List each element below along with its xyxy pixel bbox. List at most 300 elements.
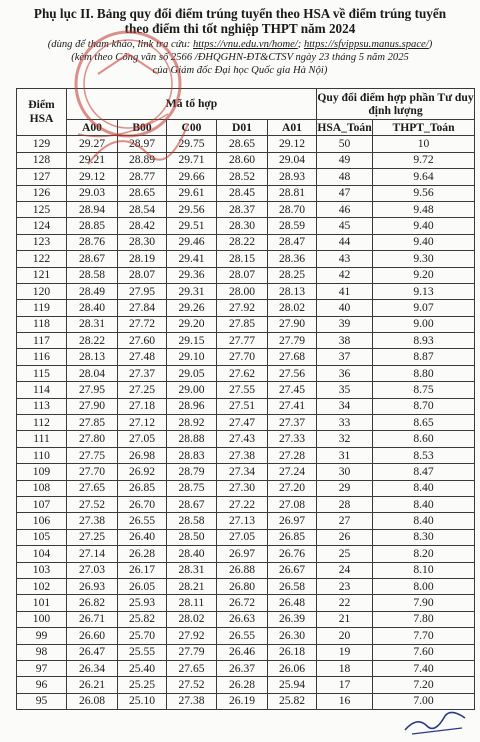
table-row [17, 201, 475, 217]
table-row [17, 660, 475, 676]
table-cell: 43 [317, 251, 373, 267]
table-cell: 26.85 [118, 480, 167, 496]
table-cell: 127 [17, 169, 67, 185]
table-cell: 119 [17, 300, 67, 316]
table-cell: 10 [373, 136, 475, 152]
table-row [17, 382, 475, 398]
table-cell: 42 [317, 267, 373, 283]
table-cell: 27.38 [67, 513, 118, 529]
table-cell: 9.40 [373, 234, 475, 250]
table-cell: 27.95 [67, 382, 118, 398]
table-cell: 27.48 [118, 349, 167, 365]
table-cell: 28.92 [167, 415, 217, 431]
table-cell: 26.70 [118, 496, 167, 512]
hsa-score-header: Điểm HSA [17, 89, 67, 136]
table-cell: 19 [317, 644, 373, 660]
table-cell: 28.13 [268, 283, 317, 299]
table-row [17, 283, 475, 299]
table-cell: 116 [17, 349, 67, 365]
table-cell: 28.47 [268, 234, 317, 250]
table-cell: 20 [317, 628, 373, 644]
table-cell: 7.80 [373, 611, 475, 627]
table-row [17, 365, 475, 381]
table-cell: 29.03 [67, 185, 118, 201]
table-cell: 28.19 [118, 251, 167, 267]
table-cell: 29.21 [67, 152, 118, 168]
reference-note [0, 38, 480, 77]
table-cell: 122 [17, 251, 67, 267]
col-header-a01: A01 [268, 120, 317, 136]
table-cell: 7.70 [373, 628, 475, 644]
table-cell: 9.56 [373, 185, 475, 201]
table-cell: 26.98 [118, 447, 167, 463]
table-cell: 27.79 [268, 333, 317, 349]
table-cell: 27.51 [217, 398, 268, 414]
col-header-d01: D01 [217, 120, 268, 136]
table-cell: 28.21 [167, 578, 217, 594]
table-cell: 28.07 [118, 267, 167, 283]
table-cell: 28.02 [167, 611, 217, 627]
col-header-hsa-math: HSA_Toán [317, 120, 373, 136]
table-cell: 27.77 [217, 333, 268, 349]
table-cell: 29.12 [268, 136, 317, 152]
table-cell: 27.60 [118, 333, 167, 349]
table-cell: 99 [17, 628, 67, 644]
table-cell: 27.62 [217, 365, 268, 381]
table-cell: 29.04 [268, 152, 317, 168]
table-cell: 28.81 [268, 185, 317, 201]
table-cell: 128 [17, 152, 67, 168]
table-cell: 27.72 [118, 316, 167, 332]
table-cell: 26.19 [217, 693, 268, 709]
table-cell: 29.56 [167, 201, 217, 217]
table-row [17, 349, 475, 365]
table-cell: 28.15 [217, 251, 268, 267]
table-cell: 29.51 [167, 218, 217, 234]
table-cell: 27.38 [167, 693, 217, 709]
attachment-line-2: của Giám đốc Đại học Quốc gia Hà Nội) [152, 65, 328, 76]
table-cell: 26.17 [118, 562, 167, 578]
table-cell: 27.47 [217, 415, 268, 431]
table-row [17, 152, 475, 168]
table-cell: 28.83 [167, 447, 217, 463]
table-cell: 27.05 [118, 431, 167, 447]
table-cell: 8.70 [373, 398, 475, 414]
table-cell: 26.63 [217, 611, 268, 627]
table-cell: 26.05 [118, 578, 167, 594]
table-cell: 27.70 [217, 349, 268, 365]
table-row [17, 333, 475, 349]
reference-links-line [0, 38, 480, 51]
table-body [17, 136, 475, 710]
col-header-b00: B00 [118, 120, 167, 136]
table-cell: 29.27 [67, 136, 118, 152]
table-cell: 35 [317, 382, 373, 398]
table-cell: 27.80 [67, 431, 118, 447]
table-cell: 28.30 [217, 218, 268, 234]
table-cell: 108 [17, 480, 67, 496]
table-cell: 114 [17, 382, 67, 398]
table-cell: 28.22 [217, 234, 268, 250]
table-cell: 98 [17, 644, 67, 660]
table-cell: 27.45 [268, 382, 317, 398]
table-cell: 7.90 [373, 595, 475, 611]
table-cell: 29.10 [167, 349, 217, 365]
table-cell: 26 [317, 529, 373, 545]
table-cell: 27.33 [268, 431, 317, 447]
table-cell: 28.88 [167, 431, 217, 447]
table-cell: 27.92 [167, 628, 217, 644]
table-cell: 110 [17, 447, 67, 463]
table-cell: 8.60 [373, 431, 475, 447]
table-cell: 28.94 [67, 201, 118, 217]
table-cell: 27.14 [67, 546, 118, 562]
table-cell: 26.08 [67, 693, 118, 709]
table-cell: 9.30 [373, 251, 475, 267]
table-cell: 28.11 [167, 595, 217, 611]
table-cell: 129 [17, 136, 67, 152]
table-cell: 28 [317, 496, 373, 512]
table-cell: 102 [17, 578, 67, 594]
table-row [17, 169, 475, 185]
table-cell: 44 [317, 234, 373, 250]
table-cell: 28.07 [217, 267, 268, 283]
table-row [17, 562, 475, 578]
lookup-link[interactable]: https://sfvippsu.manus.space/ [303, 39, 429, 50]
table-cell: 49 [317, 152, 373, 168]
table-cell: 8.47 [373, 464, 475, 480]
table-cell: 105 [17, 529, 67, 545]
table-cell: 27.25 [67, 529, 118, 545]
table-cell: 118 [17, 316, 67, 332]
table-cell: 29.71 [167, 152, 217, 168]
table-row [17, 300, 475, 316]
table-cell: 27.24 [268, 464, 317, 480]
table-cell: 26.06 [268, 660, 317, 676]
table-cell: 28.52 [217, 169, 268, 185]
table-cell: 38 [317, 333, 373, 349]
table-cell: 27.37 [268, 415, 317, 431]
table-cell: 27.52 [67, 496, 118, 512]
table-cell: 25.82 [118, 611, 167, 627]
table-cell: 28.02 [268, 300, 317, 316]
table-cell: 27.30 [217, 480, 268, 496]
table-cell: 26.72 [217, 595, 268, 611]
table-row [17, 513, 475, 529]
table-cell: 27.37 [118, 365, 167, 381]
table-cell: 26.88 [217, 562, 268, 578]
table-cell: 8.93 [373, 333, 475, 349]
table-cell: 29.12 [67, 169, 118, 185]
table-cell: 27.90 [67, 398, 118, 414]
table-cell: 18 [317, 660, 373, 676]
table-row [17, 644, 475, 660]
table-cell: 29.75 [167, 136, 217, 152]
table-cell: 28.97 [118, 136, 167, 152]
table-cell: 28.49 [67, 283, 118, 299]
table-row [17, 185, 475, 201]
table-cell: 97 [17, 660, 67, 676]
note-separator: ; [297, 39, 304, 50]
table-cell: 27.41 [268, 398, 317, 414]
table-cell: 41 [317, 283, 373, 299]
table-cell: 25.55 [118, 644, 167, 660]
equivalence-header: Quy đổi điểm hợp phần Tư duy định lượng [317, 89, 475, 120]
table-cell: 28.58 [167, 513, 217, 529]
table-cell: 16 [317, 693, 373, 709]
table-cell: 28.00 [217, 283, 268, 299]
note-suffix: ) [428, 39, 433, 50]
table-row [17, 628, 475, 644]
table-cell: 28.70 [268, 201, 317, 217]
table-cell: 26.55 [217, 628, 268, 644]
col-header-thpt-math: THPT_Toán [373, 120, 475, 136]
table-cell: 29.31 [167, 283, 217, 299]
table-cell: 27.18 [118, 398, 167, 414]
table-cell: 9.07 [373, 300, 475, 316]
table-cell: 47 [317, 185, 373, 201]
table-cell: 27.34 [217, 464, 268, 480]
table-cell: 112 [17, 415, 67, 431]
table-cell: 27.56 [268, 365, 317, 381]
table-cell: 27.38 [217, 447, 268, 463]
table-cell: 27.75 [67, 447, 118, 463]
table-cell: 27.22 [217, 496, 268, 512]
signature-mark [400, 708, 470, 738]
table-cell: 120 [17, 283, 67, 299]
table-cell: 9.40 [373, 218, 475, 234]
table-cell: 29.00 [167, 382, 217, 398]
table-cell: 28.37 [217, 201, 268, 217]
table-cell: 28.31 [167, 562, 217, 578]
table-cell: 36 [317, 365, 373, 381]
table-cell: 124 [17, 218, 67, 234]
table-cell: 27.90 [268, 316, 317, 332]
table-cell: 25.94 [268, 677, 317, 693]
table-cell: 28.79 [167, 464, 217, 480]
table-cell: 7.20 [373, 677, 475, 693]
table-cell: 126 [17, 185, 67, 201]
table-cell: 106 [17, 513, 67, 529]
table-cell: 26.34 [67, 660, 118, 676]
table-cell: 27.79 [167, 644, 217, 660]
table-cell: 9.00 [373, 316, 475, 332]
table-row [17, 611, 475, 627]
table-row [17, 693, 475, 709]
table-cell: 40 [317, 300, 373, 316]
table-row [17, 447, 475, 463]
table-cell: 26.40 [118, 529, 167, 545]
table-cell: 28.77 [118, 169, 167, 185]
table-cell: 26.60 [67, 628, 118, 644]
table-cell: 22 [317, 595, 373, 611]
table-cell: 95 [17, 693, 67, 709]
table-row [17, 496, 475, 512]
table-cell: 26.18 [268, 644, 317, 660]
table-cell: 29.41 [167, 251, 217, 267]
table-cell: 28.67 [67, 251, 118, 267]
table-cell: 9.72 [373, 152, 475, 168]
table-row [17, 251, 475, 267]
table-cell: 8.00 [373, 578, 475, 594]
vnu-link[interactable]: https://vnu.edu.vn/home/ [193, 39, 298, 50]
table-cell: 27.03 [67, 562, 118, 578]
table-cell: 26.80 [217, 578, 268, 594]
table-cell: 27.95 [118, 283, 167, 299]
table-cell: 28.96 [167, 398, 217, 414]
table-row [17, 464, 475, 480]
table-row [17, 234, 475, 250]
table-cell: 28.22 [67, 333, 118, 349]
table-cell: 27.65 [167, 660, 217, 676]
table-cell: 103 [17, 562, 67, 578]
table-row [17, 136, 475, 152]
table-cell: 27.13 [217, 513, 268, 529]
table-row [17, 578, 475, 594]
table-cell: 113 [17, 398, 67, 414]
table-cell: 8.10 [373, 562, 475, 578]
table-cell: 50 [317, 136, 373, 152]
table-cell: 28.59 [268, 218, 317, 234]
table-cell: 29.66 [167, 169, 217, 185]
table-cell: 46 [317, 201, 373, 217]
table-cell: 28.40 [167, 546, 217, 562]
table-cell: 28.45 [217, 185, 268, 201]
table-cell: 28.60 [217, 152, 268, 168]
table-cell: 109 [17, 464, 67, 480]
table-cell: 30 [317, 464, 373, 480]
table-cell: 7.00 [373, 693, 475, 709]
table-cell: 101 [17, 595, 67, 611]
table-cell: 17 [317, 677, 373, 693]
table-cell: 28.36 [268, 251, 317, 267]
table-cell: 26.67 [268, 562, 317, 578]
table-cell: 28.25 [268, 267, 317, 283]
table-cell: 28.04 [67, 365, 118, 381]
table-cell: 28.40 [67, 300, 118, 316]
table-cell: 9.20 [373, 267, 475, 283]
table-cell: 37 [317, 349, 373, 365]
table-cell: 9.48 [373, 201, 475, 217]
table-row [17, 316, 475, 332]
table-cell: 8.80 [373, 365, 475, 381]
table-row [17, 431, 475, 447]
table-cell: 27.55 [217, 382, 268, 398]
table-cell: 26.92 [118, 464, 167, 480]
table-cell: 7.40 [373, 660, 475, 676]
title-line-1: Phụ lục II. Bảng quy đổi điểm trúng tuyển theo HSA về điểm trúng tuyển [33, 6, 447, 21]
table-cell: 31 [317, 447, 373, 463]
table-cell: 27.70 [67, 464, 118, 480]
table-cell: 125 [17, 201, 67, 217]
table-cell: 8.40 [373, 496, 475, 512]
table-cell: 27.85 [67, 415, 118, 431]
table-cell: 25.93 [118, 595, 167, 611]
table-cell: 27.52 [167, 677, 217, 693]
table-cell: 26.93 [67, 578, 118, 594]
table-cell: 8.40 [373, 513, 475, 529]
table-cell: 26.76 [268, 546, 317, 562]
table-cell: 26.28 [217, 677, 268, 693]
table-cell: 25.40 [118, 660, 167, 676]
table-cell: 26.30 [268, 628, 317, 644]
attachment-line-1: (kèm theo Công văn số 2566 /ĐHQGHN-ĐT&CTSV ngày 23 tháng 5 năm 2025 [71, 52, 409, 63]
table-cell: 25.70 [118, 628, 167, 644]
table-cell: 27.25 [118, 382, 167, 398]
col-header-c00: C00 [167, 120, 217, 136]
table-cell: 29.61 [167, 185, 217, 201]
table-cell: 28.85 [67, 218, 118, 234]
table-cell: 28.65 [217, 136, 268, 152]
table-row [17, 480, 475, 496]
table-cell: 26.82 [67, 595, 118, 611]
table-row [17, 218, 475, 234]
table-cell: 28.93 [268, 169, 317, 185]
table-cell: 29.36 [167, 267, 217, 283]
table-cell: 25 [317, 546, 373, 562]
table-row [17, 529, 475, 545]
table-row [17, 267, 475, 283]
table-row [17, 415, 475, 431]
table-cell: 45 [317, 218, 373, 234]
table-row [17, 595, 475, 611]
table-cell: 28.75 [167, 480, 217, 496]
table-cell: 28.50 [167, 529, 217, 545]
table-cell: 27.08 [268, 496, 317, 512]
table-cell: 107 [17, 496, 67, 512]
table-cell: 100 [17, 611, 67, 627]
table-cell: 26.37 [217, 660, 268, 676]
table-cell: 21 [317, 611, 373, 627]
table-cell: 26.55 [118, 513, 167, 529]
table-cell: 96 [17, 677, 67, 693]
table-cell: 27.92 [217, 300, 268, 316]
conversion-table [16, 88, 475, 710]
table-cell: 104 [17, 546, 67, 562]
table-cell: 26.47 [67, 644, 118, 660]
table-cell: 29.46 [167, 234, 217, 250]
table-cell: 48 [317, 169, 373, 185]
table-cell: 28.67 [167, 496, 217, 512]
table-cell: 25.82 [268, 693, 317, 709]
table-cell: 8.87 [373, 349, 475, 365]
table-cell: 27 [317, 513, 373, 529]
table-cell: 26.58 [268, 578, 317, 594]
table-cell: 29.26 [167, 300, 217, 316]
table-cell: 26.21 [67, 677, 118, 693]
table-cell: 28.54 [118, 201, 167, 217]
table-cell: 29.20 [167, 316, 217, 332]
table-cell: 26.39 [268, 611, 317, 627]
table-cell: 123 [17, 234, 67, 250]
table-cell: 28.89 [118, 152, 167, 168]
table-cell: 9.64 [373, 169, 475, 185]
table-cell: 23 [317, 578, 373, 594]
table-cell: 115 [17, 365, 67, 381]
table-row [17, 677, 475, 693]
table-cell: 24 [317, 562, 373, 578]
table-cell: 7.60 [373, 644, 475, 660]
table-cell: 8.40 [373, 480, 475, 496]
table-cell: 28.58 [67, 267, 118, 283]
table-cell: 28.31 [67, 316, 118, 332]
table-cell: 27.84 [118, 300, 167, 316]
table-cell: 8.65 [373, 415, 475, 431]
note-prefix: (dùng để tham khảo, link tra cứu: [47, 39, 193, 50]
table-cell: 8.75 [373, 382, 475, 398]
table-cell: 28.65 [118, 185, 167, 201]
table-cell: 29 [317, 480, 373, 496]
